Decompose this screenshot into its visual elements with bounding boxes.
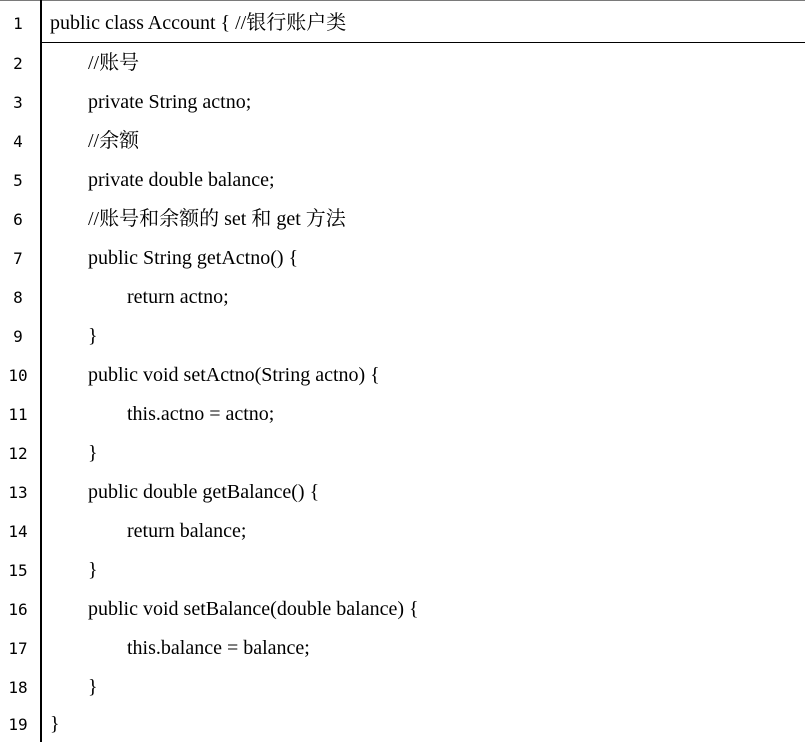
code-line-5 <box>0 161 805 200</box>
line-number: 10 <box>8 366 28 385</box>
code-line-7 <box>0 239 805 278</box>
code-text: public class Account { //银行账户类 <box>50 12 347 34</box>
line-number: 5 <box>13 171 23 190</box>
line-number: 15 <box>8 561 28 580</box>
code-line-1 <box>0 4 805 43</box>
code-text: private double balance; <box>88 169 275 191</box>
code-line-15 <box>0 551 805 590</box>
code-text: public void setBalance(double balance) { <box>88 598 419 620</box>
code-line-9 <box>0 317 805 356</box>
code-line-16 <box>0 590 805 629</box>
code-line-13 <box>0 473 805 512</box>
line-number: 2 <box>13 54 23 73</box>
code-line-6 <box>0 200 805 239</box>
code-text: public void setActno(String actno) { <box>88 364 380 386</box>
line-number: 11 <box>8 405 28 424</box>
code-text: } <box>88 559 98 581</box>
line-number: 6 <box>13 210 23 229</box>
code-line-10 <box>0 356 805 395</box>
code-text: //账号和余额的 set 和 get 方法 <box>88 208 346 230</box>
code-text: return balance; <box>127 520 247 542</box>
code-line-3 <box>0 83 805 122</box>
code-text: this.balance = balance; <box>127 637 310 659</box>
line-number: 7 <box>13 249 23 268</box>
code-line-4 <box>0 122 805 161</box>
code-line-18 <box>0 668 805 707</box>
code-line-17 <box>0 629 805 668</box>
line-number: 8 <box>13 288 23 307</box>
code-text: //账号 <box>88 52 140 74</box>
code-text: public String getActno() { <box>88 247 299 269</box>
line-number: 19 <box>8 715 28 734</box>
code-text: this.actno = actno; <box>127 403 275 425</box>
line-number: 12 <box>8 444 28 463</box>
code-line-14 <box>0 512 805 551</box>
code-text: return actno; <box>127 286 229 308</box>
code-text: public double getBalance() { <box>88 481 320 503</box>
code-text: } <box>50 713 60 735</box>
code-line-2 <box>0 44 805 83</box>
code-text: } <box>88 325 98 347</box>
code-line-19 <box>0 705 805 744</box>
code-text: //余额 <box>88 130 140 152</box>
line-number: 9 <box>13 327 23 346</box>
table-top-border <box>0 0 805 1</box>
code-line-8 <box>0 278 805 317</box>
line-number: 4 <box>13 132 23 151</box>
code-text: private String actno; <box>88 91 252 113</box>
line-number: 1 <box>13 14 23 33</box>
line-number: 14 <box>8 522 28 541</box>
code-text: } <box>88 442 98 464</box>
line-number: 17 <box>8 639 28 658</box>
code-line-11 <box>0 395 805 434</box>
line-number: 16 <box>8 600 28 619</box>
line-number: 3 <box>13 93 23 112</box>
code-text: } <box>88 676 98 698</box>
code-line-12 <box>0 434 805 473</box>
line-number: 13 <box>8 483 28 502</box>
line-number: 18 <box>8 678 28 697</box>
